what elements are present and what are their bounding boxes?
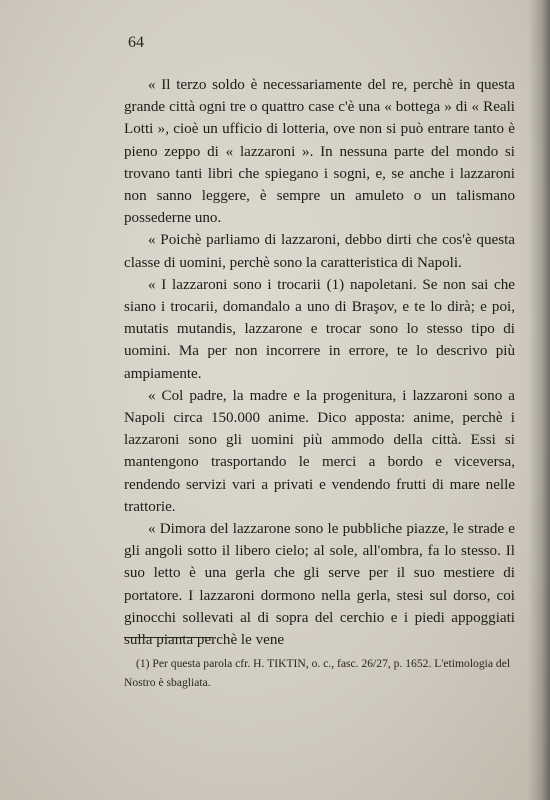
paragraph-4: « Col padre, la madre e la progenitura, i lazzaroni sono a Napoli circa 150.000 anime. Dico apposta: anime, perchè i lazzaroni sono gli uomini più ammodo della città. Essi si mantengono trasportando le merci a bordo e viceversa, rendendo servizi vari a privati e vendendo frutti di mare nelle trattorie. xyxy=(124,387,515,515)
paragraph-3: « I lazzaroni sono i trocarii (1) napoletani. Se non sai che siano i trocarii, domandalo a uno di Braşov, e te lo dirà; e poi, mutatis mutandis, lazzarone e trocar sono lo stesso tipo di uomini. Ma per non incorrere in errore, te lo descrivo più ampiamente. xyxy=(124,276,515,382)
body-text xyxy=(124,74,515,651)
paragraph-2: « Poichè parliamo di lazzaroni, debbo dirti che cos'è questa classe di uomini, perchè sono la caratteristica di Napoli. xyxy=(124,232,515,271)
page-edge-shadow xyxy=(528,0,550,800)
footnote-divider xyxy=(124,637,212,638)
page-number: 64 xyxy=(128,34,144,51)
paragraph-5: « Dimora del lazzarone sono le pubbliche piazze, le strade e gli angoli sotto il libero cielo; al sole, all'ombra, fa lo stesso. Il suo letto è una gerla che gli serve per il suo mestiere di portatore. I lazzaroni dormono nella gerla, stesi sul dorso, coi ginocchi sollevati al di sopra del cerchio e i piedi appoggiati sulla pianta perchè le vene xyxy=(124,521,515,649)
footnote: (1) Per questa parola cfr. H. TIKTIN, o. c., fasc. 26/27, p. 1652. L'etimologia del Nostro è sbagliata. xyxy=(124,657,511,689)
paragraph-1: « Il terzo soldo è necessariamente del re, perchè in questa grande città ogni tre o quattro case c'è una « bottega » di « Reali Lotti », cioè un ufficio di lotteria, ove non si può entrare tanto è pieno zeppo di « lazzaroni ». In nessuna parte del mondo si trovano tanti libri che spiegano i sogni, e, se anche i lazzaroni non sanno leggere, è sempre un amuleto o un talismano possederne uno. xyxy=(124,77,515,227)
